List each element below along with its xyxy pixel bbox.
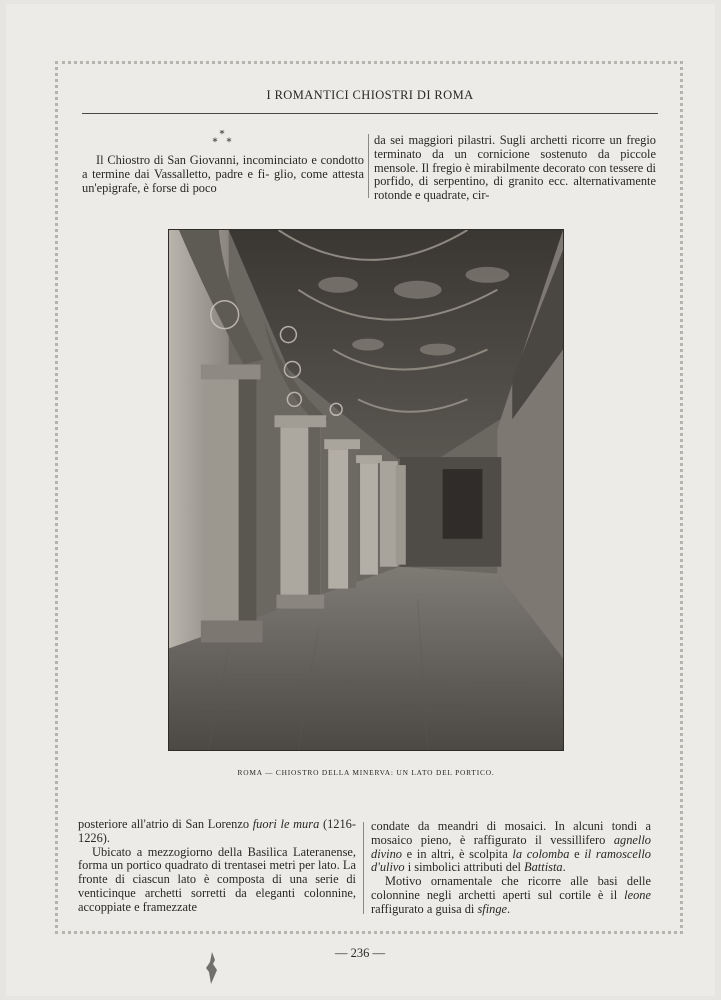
asterism-icon — [211, 130, 235, 146]
italic-text: il ramoscello d'ulivo — [371, 846, 651, 875]
italic-text: la colomba — [512, 846, 570, 861]
text-run: . — [562, 860, 566, 875]
italic-text: agnello divino — [371, 832, 651, 861]
svg-text:*: * — [212, 137, 220, 146]
paragraph — [371, 875, 651, 916]
italic-text: Battista — [524, 860, 563, 875]
text-run: Il Chiostro di San Giovanni, incominciato e condotto a termine dai Vassalletto, padre e fi- — [82, 153, 364, 181]
cloister-photograph — [168, 229, 564, 751]
paragraph — [82, 154, 364, 195]
paragraph — [374, 134, 656, 203]
svg-text:*: * — [226, 137, 234, 146]
ink-blot-mark — [203, 950, 221, 986]
head-rule — [82, 113, 658, 114]
bottom-right-column — [371, 820, 651, 917]
text-run: i simbolici attributi del — [404, 860, 525, 875]
text-run: come — [296, 166, 328, 181]
bottom-left-column — [78, 818, 356, 915]
text-run: da sei maggiori pilastri. Sugli archetti ricorre un fregio terminato da un cornicione sostenuto da piccole mensole. Il fregio è mirabilmente decorato con tessere di porfido, di serpentino, — [374, 133, 656, 189]
text-run: (1216-1226). — [78, 817, 356, 845]
text-run: raffigurato a guisa di — [371, 901, 478, 916]
text-run: e in altri, è scolpita — [401, 846, 513, 861]
running-head: I ROMANTICI CHIOSTRI DI ROMA — [266, 88, 474, 102]
text-run: Motivo ornamentale che ricorre alle basi delle colonnine negli archetti aperti sul cortile è il — [371, 874, 651, 902]
text-run: posteriore all'atrio di San Lorenzo — [78, 817, 253, 831]
column-divider — [368, 134, 369, 198]
italic-text: fuori le mura — [252, 817, 320, 831]
italic-text: leone — [624, 887, 651, 902]
section-asterism — [82, 130, 364, 154]
text-run: e — [569, 846, 585, 861]
column-divider — [363, 822, 364, 914]
paragraph — [371, 820, 651, 875]
text-run: . — [507, 901, 511, 916]
top-right-column — [374, 134, 656, 203]
svg-text:*: * — [219, 130, 227, 140]
paragraph: Ubicato a mezzogiorno della Basilica Lateranense, forma un portico quadrato di trentasei metri per lato. La fronte di ciascun lato è composta di una serie di venticinque archetti sorretti da eleganti colonnine, accoppiate e framezzate — [78, 844, 356, 914]
text-run: glio, — [273, 166, 297, 181]
italic-text: sfinge — [477, 901, 508, 916]
text-run: di granito ecc. alternativamente rotonde e quadrate, cir- — [374, 174, 656, 203]
paragraph — [78, 818, 356, 846]
text-run: condate da meandri di mosaici. In alcuni tondi a mosaico pieno, è raffigurato il vessillifero — [371, 819, 651, 847]
photo-caption: ROMA — CHIOSTRO DELLA MINERVA: UN LATO DEL PORTICO. — [237, 768, 495, 777]
page-number: — 236 — — [335, 946, 385, 960]
top-left-column — [82, 130, 364, 195]
text-run: attesta un'epigrafe, è forse di poco — [82, 166, 364, 195]
